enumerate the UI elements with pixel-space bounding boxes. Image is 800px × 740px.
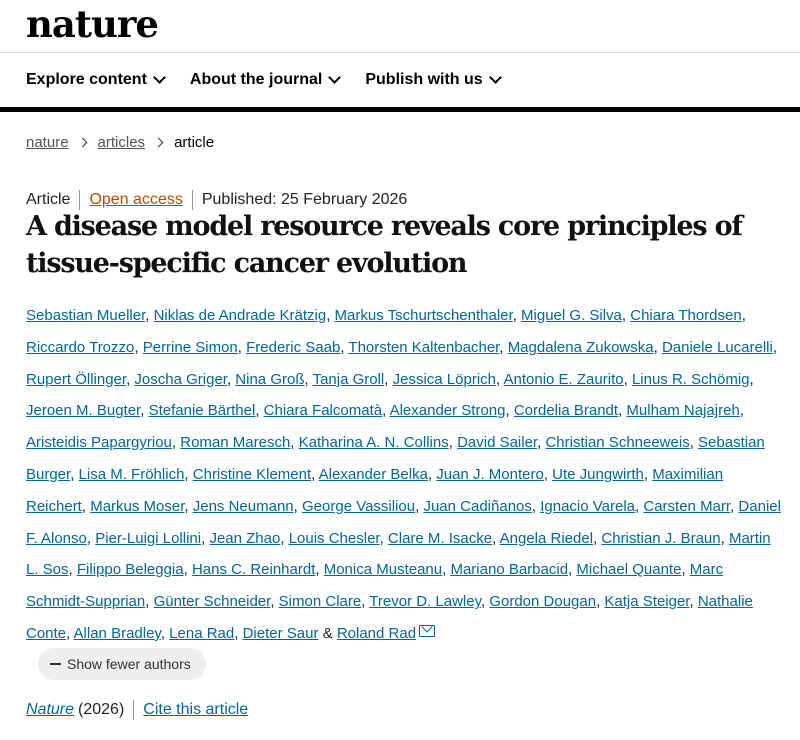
breadcrumb-nature[interactable]: nature — [26, 134, 69, 151]
author-link[interactable]: Chiara Thordsen — [630, 307, 742, 324]
author-link[interactable]: Katharina A. N. Collins — [298, 434, 449, 452]
cite-this-article-link[interactable]: Cite this article — [143, 701, 249, 718]
author-link[interactable]: Christine Klement — [192, 465, 312, 483]
author-link[interactable]: Roman Maresch — [180, 434, 291, 452]
author-link[interactable]: Jean Zhao — [209, 529, 281, 547]
author-link[interactable]: Hans C. Reinhardt — [191, 561, 316, 579]
author-link[interactable]: Mariano Barbacid — [450, 561, 569, 579]
chevron-right-icon — [154, 138, 164, 148]
author-link[interactable]: Perrine Simon — [142, 338, 238, 356]
author-link[interactable]: Daniele Lucarelli — [661, 338, 773, 356]
author-link[interactable]: Rupert Öllinger — [26, 370, 127, 388]
author-link[interactable]: Allan Bradley — [73, 624, 161, 642]
author-link[interactable]: Alexander Strong — [389, 402, 506, 420]
author-link[interactable]: Pier-Luigi Lollini — [95, 529, 202, 547]
chevron-right-icon — [77, 138, 87, 148]
author-link[interactable]: Dieter Saur — [242, 624, 319, 642]
author-link[interactable]: George Vassiliou — [302, 497, 416, 515]
show-fewer-authors-button[interactable] — [38, 648, 206, 680]
author-link[interactable]: Ute Jungwirth — [552, 465, 644, 483]
author-link[interactable]: Magdalena Zukowska — [507, 338, 654, 356]
show-fewer-label: Show fewer authors — [67, 656, 191, 672]
author-link[interactable]: Juan Cadiñanos — [423, 497, 532, 515]
author-link[interactable]: Sebastian Burger — [26, 434, 765, 483]
author-link[interactable]: Martin L. Sos — [26, 529, 771, 579]
author-link[interactable]: Michael Quante — [576, 561, 682, 579]
author-link[interactable]: Clare M. Isacke — [387, 529, 493, 547]
masthead — [0, 0, 800, 53]
author-link[interactable]: Alexander Belka — [318, 465, 428, 483]
author-link[interactable]: Louis Chesler — [288, 529, 380, 547]
author-link[interactable]: Jeroen M. Bugter — [26, 402, 141, 420]
envelope-icon[interactable] — [419, 625, 435, 637]
author-link[interactable]: Riccardo Trozzo — [26, 338, 135, 356]
publication-year: (2026) — [78, 701, 125, 718]
author-link[interactable]: Katja Steiger — [604, 593, 690, 611]
author-link[interactable]: Nathalie Conte — [26, 593, 753, 642]
author-link[interactable]: Miguel G. Silva — [521, 307, 622, 324]
author-link[interactable]: Lena Rad — [169, 624, 235, 642]
author-link[interactable]: Stefanie Bärthel — [148, 402, 256, 420]
nav-label: Explore content — [26, 71, 147, 88]
breadcrumb-articles[interactable]: articles — [97, 134, 146, 151]
author-link[interactable]: Lisa M. Fröhlich — [78, 465, 185, 483]
author-link[interactable]: Christian J. Braun — [601, 529, 721, 547]
article-type: Article — [26, 191, 71, 208]
author-link[interactable]: Simon Clare — [278, 593, 362, 611]
author-link[interactable]: Jens Neumann — [192, 497, 294, 515]
nav-label: Publish with us — [365, 71, 483, 88]
chevron-down-icon — [489, 71, 502, 84]
divider — [133, 700, 134, 720]
author-link[interactable]: Sebastian Mueller — [26, 307, 146, 324]
author-link[interactable]: Jessica Löprich — [392, 370, 496, 388]
nav-publish-with-us[interactable] — [365, 71, 499, 89]
author-link[interactable]: Trevor D. Lawley — [369, 593, 481, 611]
breadcrumb — [26, 134, 214, 151]
divider — [79, 190, 80, 210]
chevron-down-icon — [153, 71, 166, 84]
author-link[interactable]: Günter Schneider — [153, 593, 271, 611]
author-separator: & — [322, 624, 333, 642]
author-link[interactable]: Linus R. Schömig — [631, 370, 750, 388]
author-link[interactable]: Nina Groß — [235, 370, 305, 388]
author-link[interactable]: Daniel F. Alonso — [26, 497, 781, 547]
article-title: A disease model resource reveals core principles of tissue-specific cancer evolution — [26, 211, 742, 279]
author-link[interactable]: Filippo Beleggia — [76, 561, 184, 579]
author-link[interactable]: Niklas de Andrade Krätzig — [153, 307, 327, 324]
minus-icon — [50, 663, 61, 665]
author-link[interactable]: Chiara Falcomatà — [263, 402, 383, 420]
author-link[interactable]: Tanja Groll — [312, 370, 385, 388]
author-link[interactable]: Mulham Najajreh — [626, 402, 740, 420]
author-link[interactable]: Roland Rad — [336, 624, 417, 642]
author-link[interactable]: Joscha Griger — [134, 370, 227, 388]
author-link[interactable]: Frederic Saab — [246, 338, 341, 356]
chevron-down-icon — [328, 71, 341, 84]
published-date: Published: 25 February 2026 — [201, 191, 408, 208]
author-link[interactable]: Marc Schmidt-Supprian — [26, 561, 724, 611]
author-link[interactable]: Carsten Marr — [643, 497, 731, 515]
open-access-link[interactable]: Open access — [89, 191, 183, 208]
author-link[interactable]: Antonio E. Zaurito — [503, 370, 624, 388]
main-nav — [0, 53, 800, 112]
author-link[interactable]: Juan J. Montero — [436, 465, 544, 483]
author-list: Sebastian Mueller, Niklas de Andrade Krätzig, Markus Tschurtschenthaler, Miguel G. Silva, Chiara Thordsen, Riccardo Trozzo, Perrine Simon, Frederic Saab, Thorsten Kaltenbacher, Magdalena Zukowska, Daniele Lucarelli, Rupert Öllinger, Joscha Griger, Nina Groß, Tanja Groll, Jessica Löprich, Antonio E. Zaurito, Linus R. Schömig, Jeroen M. Bugter, Stefanie Bärthel, Chiara Falcomatà, Alexander Strong, Cordelia Brandt, Mulham Najajreh, Aristeidis Papargyriou, Roman Maresch, Katharina A. N. Collins, David Sailer, Christian Schneeweis, Sebastian Burger, Lisa M. Fröhlich, Christine Klement, Alexander Belka, Juan J. Montero, Ute Jungwirth, Maximilian Reichert, Markus Moser, Jens Neumann, George Vassiliou, Juan Cadiñanos, Ignacio Varela, Carsten Marr, Daniel F. Alonso, Pier-Luigi Lollini, Jean Zhao, Louis Chesler, Clare M. Isacke, Angela Riedel, Christian J. Braun, Martin L. Sos, Filippo Beleggia, Hans C. Reinhardt, Monica Musteanu, Mariano Barbacid, Michael Quante, Marc Schmidt-Supprian, Günter Schneider, Simon Clare, Trevor D. Lawley, Gordon Dougan, Katja Steiger, Nathalie Conte, Allan Bradley, Lena Rad, Dieter Saur & Roland Rad — [26, 307, 781, 642]
nature-logo[interactable]: nature — [26, 2, 158, 46]
author-link[interactable]: Thorsten Kaltenbacher — [348, 338, 500, 356]
author-link[interactable]: Monica Musteanu — [323, 561, 443, 579]
nav-label: About the journal — [189, 71, 323, 88]
author-link[interactable]: Angela Riedel — [499, 529, 594, 547]
author-link[interactable]: Maximilian Reichert — [26, 465, 724, 515]
author-link[interactable]: Ignacio Varela — [540, 497, 636, 515]
author-link[interactable]: Aristeidis Papargyriou — [26, 434, 172, 452]
breadcrumb-current: article — [174, 134, 215, 151]
author-link[interactable]: David Sailer — [457, 434, 538, 452]
journal-link[interactable]: Nature — [26, 701, 75, 718]
citation-bar — [26, 700, 248, 720]
author-link[interactable]: Christian Schneeweis — [545, 434, 690, 452]
author-link[interactable]: Cordelia Brandt — [513, 402, 619, 420]
divider — [192, 190, 193, 210]
article-meta — [26, 190, 407, 210]
author-link[interactable]: Markus Moser — [90, 497, 185, 515]
author-link[interactable]: Gordon Dougan — [489, 593, 597, 611]
author-link[interactable]: Markus Tschurtschenthaler — [334, 307, 513, 324]
nav-about-journal[interactable] — [190, 71, 339, 89]
nav-explore-content[interactable] — [26, 71, 164, 89]
